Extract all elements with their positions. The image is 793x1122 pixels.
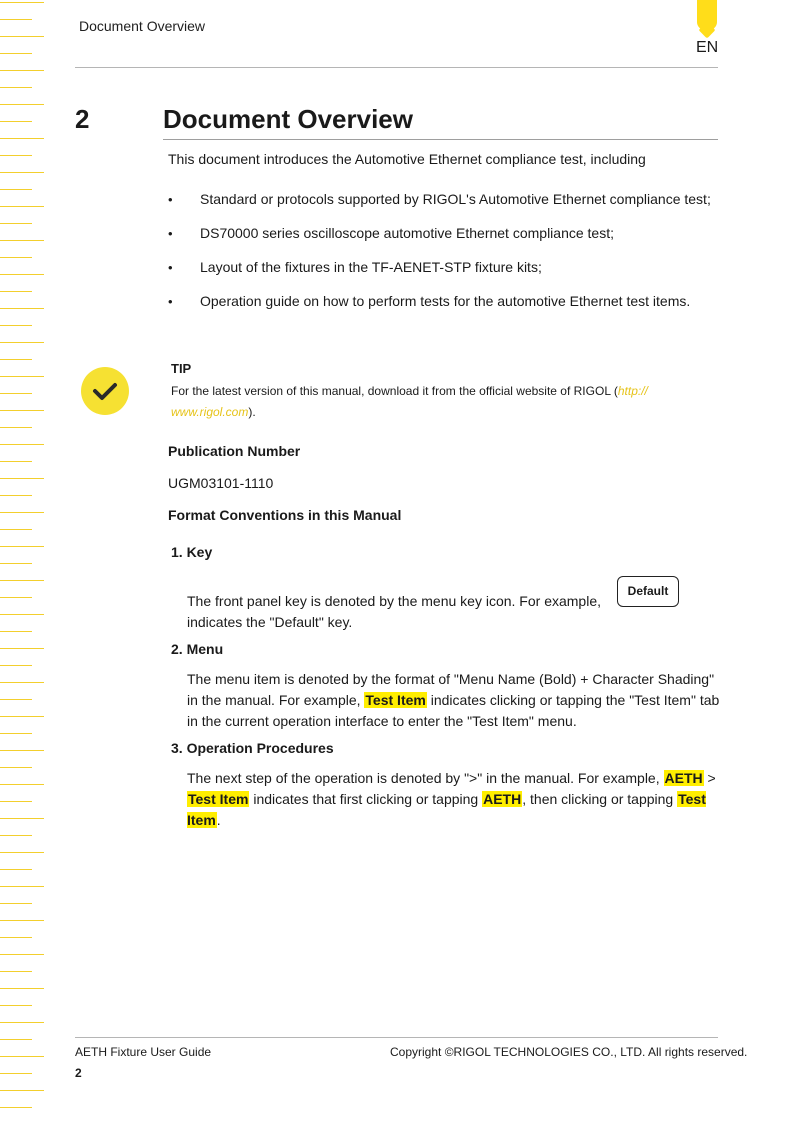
page-edge-ruler: [0, 0, 46, 1122]
proc-separator: >: [707, 770, 716, 786]
ruler-mark: [0, 920, 44, 921]
menu-text-after: indicates clicking or tapping the "Test Item" tab in the current operation interface to enter the "Test Item" menu.: [187, 692, 720, 729]
ruler-mark: [0, 801, 32, 802]
ruler-mark: [0, 886, 44, 887]
ruler-mark: [0, 70, 44, 71]
ruler-mark: [0, 733, 32, 734]
intro-paragraph: This document introduces the Automotive Ethernet compliance test, including: [168, 151, 646, 167]
ruler-mark: [0, 682, 44, 683]
menu-section-text: [187, 669, 722, 732]
menu-text-before: The menu item is denoted by the format of "Menu Name (Bold) + Character Shading" in the manual. For example,: [187, 671, 715, 708]
ruler-mark: [0, 427, 32, 428]
ruler-mark: [0, 223, 32, 224]
proc-text-2: indicates that first clicking or tapping: [253, 791, 479, 807]
ruler-mark: [0, 767, 32, 768]
ruler-mark: [0, 699, 32, 700]
default-key-icon: Default: [617, 576, 679, 607]
ruler-mark: [0, 1107, 32, 1108]
ruler-mark: [0, 53, 32, 54]
ruler-mark: [0, 1005, 32, 1006]
ruler-mark: [0, 274, 44, 275]
ruler-mark: [0, 19, 32, 20]
ruler-mark: [0, 954, 44, 955]
ruler-mark: [0, 631, 32, 632]
list-item: • Standard or protocols supported by RIGOL's Automotive Ethernet compliance test;: [168, 183, 728, 216]
chapter-title: Document Overview: [163, 104, 413, 134]
ruler-mark: [0, 87, 32, 88]
language-tab-marker: [697, 0, 717, 30]
publication-number-heading: Publication Number: [168, 443, 301, 459]
procedures-section-heading: 3. Operation Procedures: [171, 740, 334, 756]
ruler-mark: [0, 835, 32, 836]
ruler-mark: [0, 189, 32, 190]
ruler-mark: [0, 546, 44, 547]
procedures-section-text: [187, 768, 722, 831]
test-item-highlight: Test Item: [187, 791, 706, 828]
page-number: 2: [75, 1066, 82, 1080]
ruler-mark: [0, 988, 44, 989]
key-section-heading: 1. Key: [171, 544, 213, 560]
key-text-after: indicates the "Default" key.: [187, 614, 353, 630]
running-header-title: Document Overview: [79, 18, 206, 34]
ruler-mark: [0, 1090, 44, 1091]
proc-text-1: The next step of the operation is denoted by ">" in the manual. For example,: [187, 770, 660, 786]
ruler-mark: [0, 648, 44, 649]
ruler-mark: [0, 2, 44, 3]
ruler-mark: [0, 376, 44, 377]
ruler-mark: [0, 852, 44, 853]
tip-text-after: ).: [248, 405, 256, 419]
ruler-mark: [0, 325, 32, 326]
tip-text: [171, 381, 716, 423]
ruler-mark: [0, 359, 32, 360]
footer-copyright: Copyright ©RIGOL TECHNOLOGIES CO., LTD. All rights reserved.: [390, 1045, 748, 1059]
ruler-mark: [0, 444, 44, 445]
format-conventions-heading: Format Conventions in this Manual: [168, 507, 402, 523]
tip-title: TIP: [171, 361, 192, 376]
ruler-mark: [0, 138, 44, 139]
ruler-mark: [0, 410, 44, 411]
ruler-mark: [0, 121, 32, 122]
ruler-mark: [0, 716, 44, 717]
ruler-mark: [0, 495, 32, 496]
ruler-mark: [0, 240, 44, 241]
rigol-website-link[interactable]: http:// www.rigol.com: [171, 384, 648, 419]
test-item-highlight: Test Item: [188, 791, 249, 807]
ruler-mark: [0, 308, 44, 309]
ruler-mark: [0, 461, 32, 462]
ruler-mark: [0, 512, 44, 513]
chapter-divider: [163, 139, 718, 140]
ruler-mark: [0, 869, 32, 870]
feature-list: [168, 183, 728, 319]
footer-guide-title: AETH Fixture User Guide: [75, 1045, 212, 1059]
test-item-highlight: Test Item: [365, 692, 426, 708]
ruler-mark: [0, 1073, 32, 1074]
ruler-mark: [0, 155, 32, 156]
list-item: • DS70000 series oscilloscope automotive Ethernet compliance test;: [168, 217, 728, 250]
footer-divider: [75, 1037, 718, 1038]
ruler-mark: [0, 563, 32, 564]
ruler-mark: [0, 529, 32, 530]
list-item: • Layout of the fixtures in the TF-AENET-STP fixture kits;: [168, 251, 728, 284]
ruler-mark: [0, 1056, 44, 1057]
aeth-highlight: AETH: [664, 770, 703, 786]
tip-text-before: For the latest version of this manual, download it from the official website of RIGOL (: [171, 384, 618, 398]
publication-number: UGM03101-1110: [168, 475, 274, 491]
ruler-mark: [0, 172, 44, 173]
checkmark-icon: [81, 367, 129, 415]
ruler-mark: [0, 206, 44, 207]
ruler-mark: [0, 750, 44, 751]
ruler-mark: [0, 971, 32, 972]
key-text-before: The front panel key is denoted by the menu key icon. For example,: [187, 593, 602, 609]
ruler-mark: [0, 937, 32, 938]
ruler-mark: [0, 1039, 32, 1040]
aeth-highlight: AETH: [483, 791, 522, 807]
chapter-number: 2: [75, 104, 90, 134]
language-label: EN: [696, 39, 719, 56]
ruler-mark: [0, 818, 44, 819]
proc-text-4: .: [216, 812, 221, 828]
header-divider: [75, 67, 718, 68]
ruler-mark: [0, 665, 32, 666]
ruler-mark: [0, 257, 32, 258]
proc-text-3: , then clicking or tapping: [522, 791, 674, 807]
ruler-mark: [0, 597, 32, 598]
ruler-mark: [0, 36, 44, 37]
ruler-mark: [0, 104, 44, 105]
list-item: • Operation guide on how to perform tests for the automotive Ethernet test items.: [168, 285, 728, 318]
ruler-mark: [0, 1022, 44, 1023]
ruler-mark: [0, 614, 44, 615]
key-section-text: [187, 591, 617, 633]
ruler-mark: [0, 903, 32, 904]
ruler-mark: [0, 784, 44, 785]
ruler-mark: [0, 291, 32, 292]
ruler-mark: [0, 342, 44, 343]
ruler-mark: [0, 393, 32, 394]
menu-section-heading: 2. Menu: [171, 641, 224, 657]
ruler-mark: [0, 580, 44, 581]
ruler-mark: [0, 478, 44, 479]
